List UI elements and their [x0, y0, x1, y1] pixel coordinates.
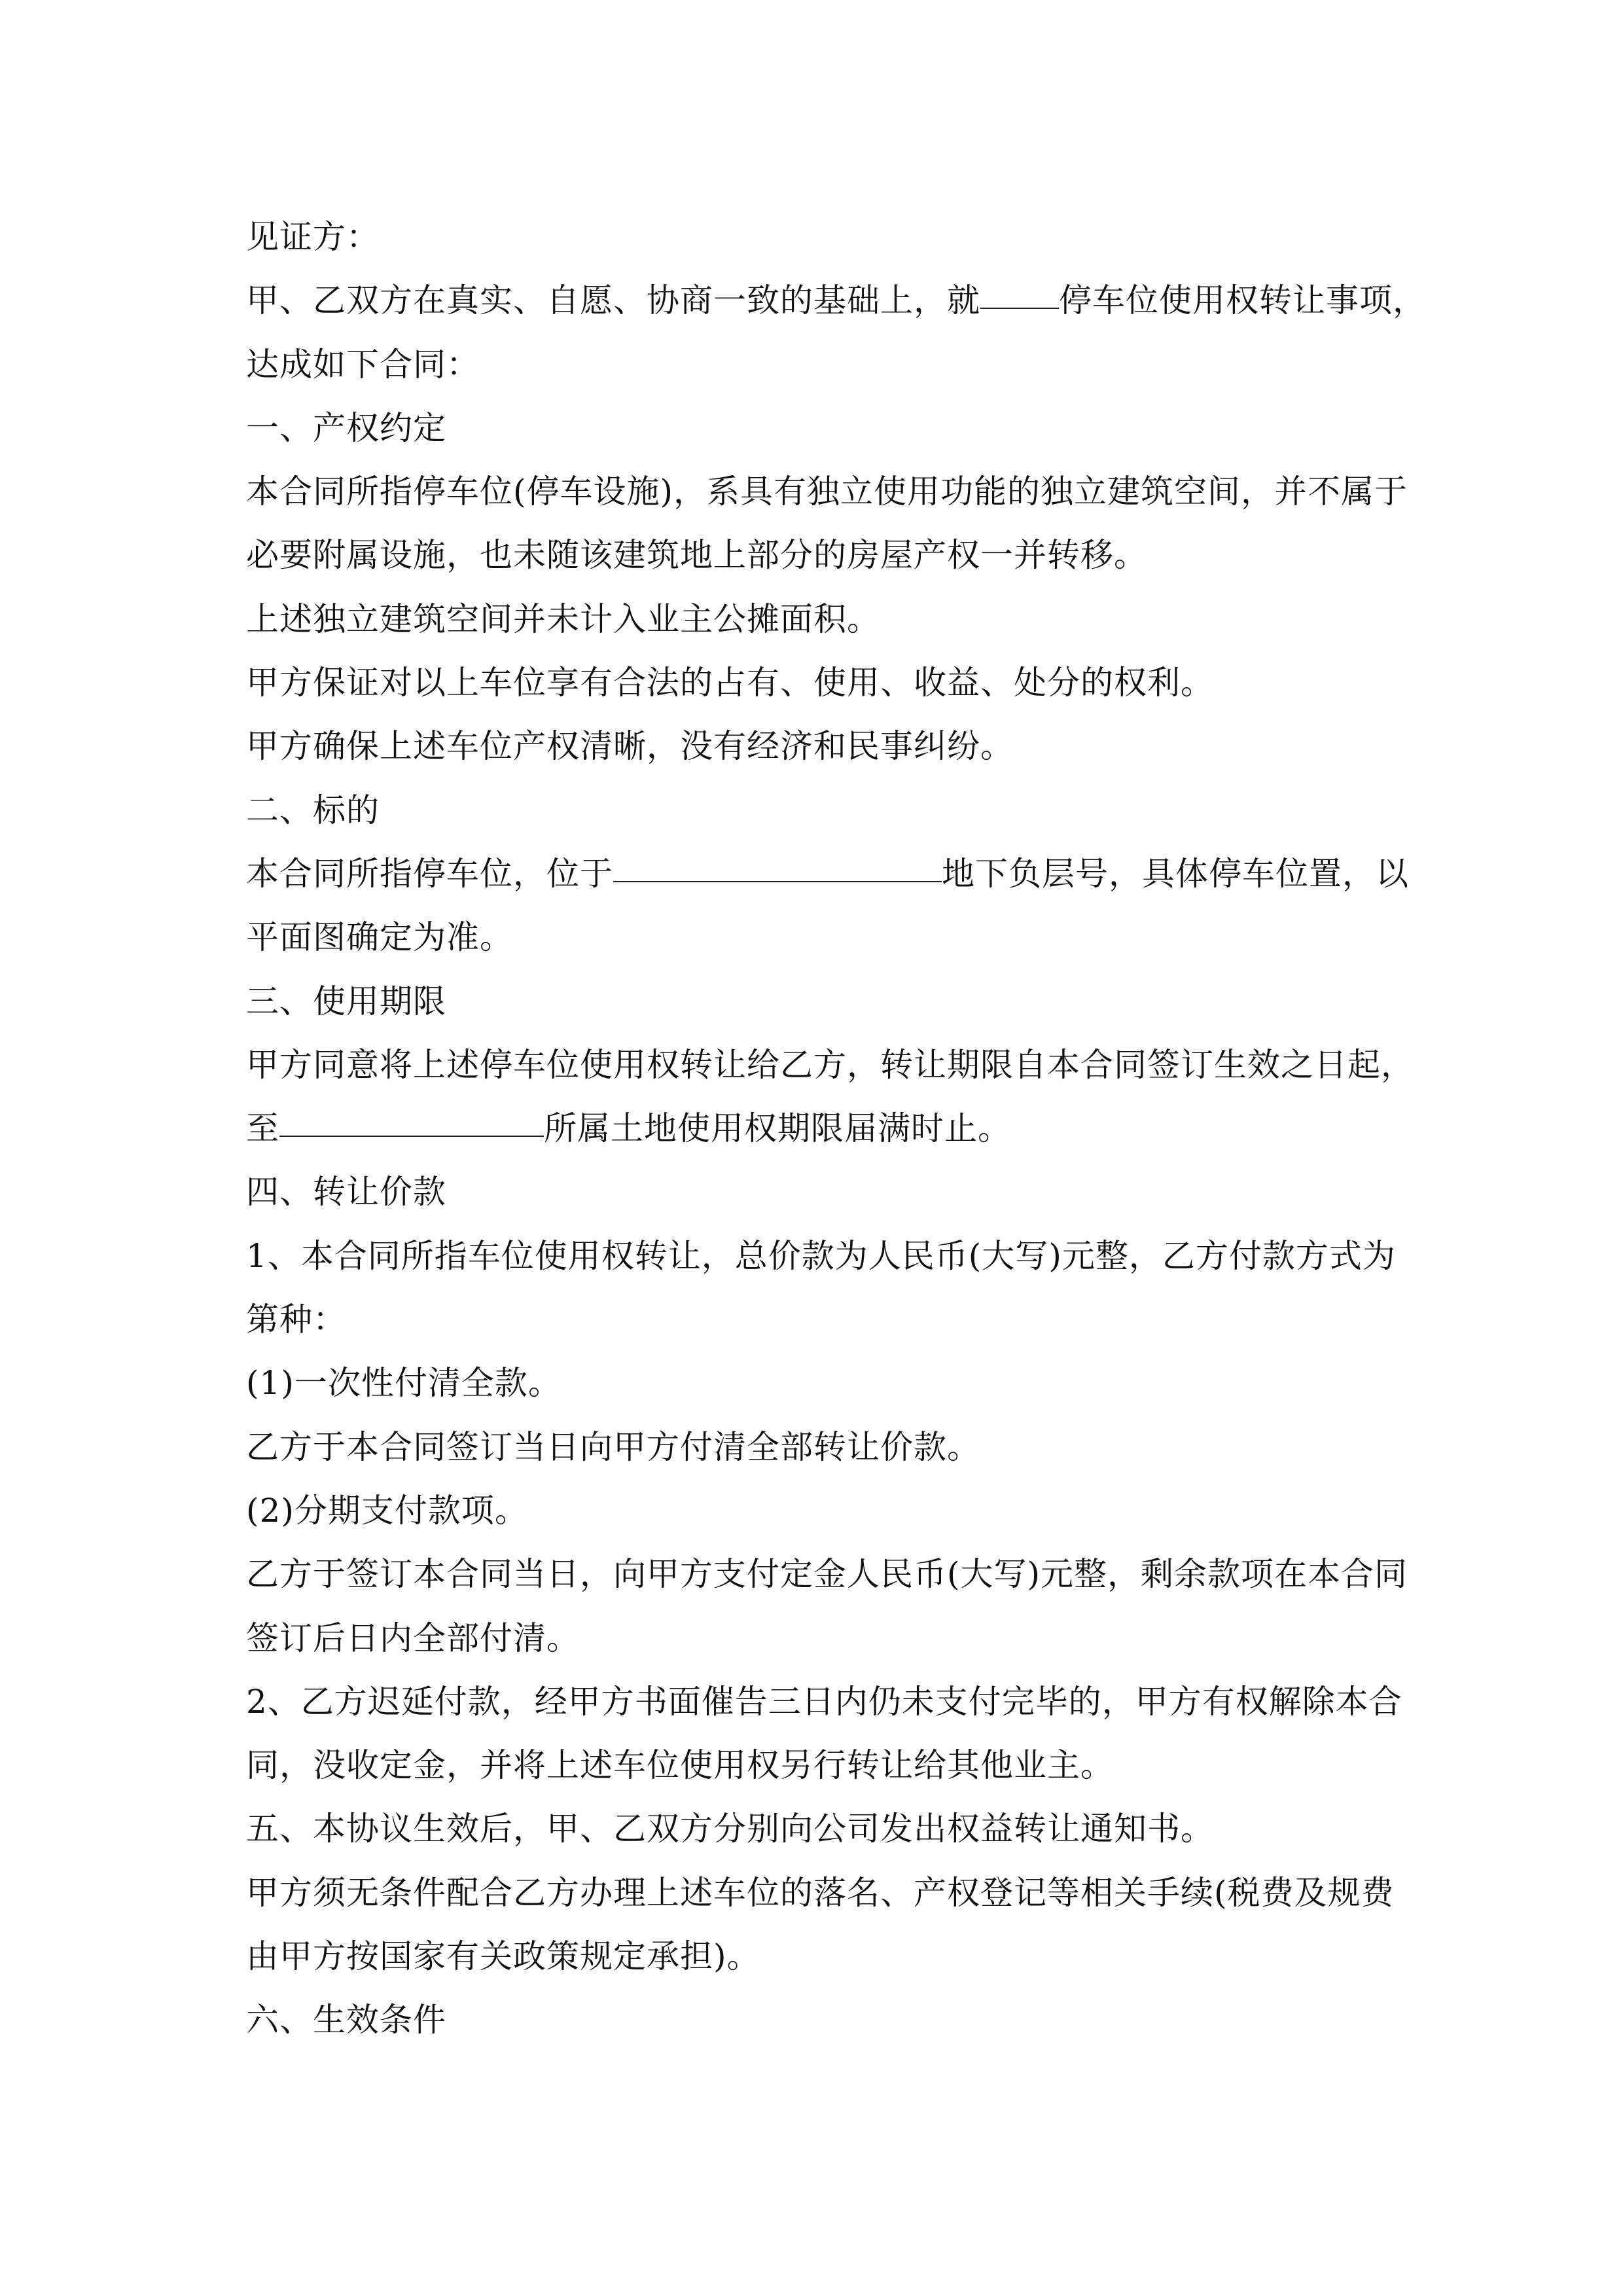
intro-text: 甲、乙双方在真实、自愿、协商一致的基础上，就: [246, 281, 980, 320]
s3-paragraph-line: [246, 1097, 1391, 1160]
s4-paragraph-line: 同，没收定金，并将上述车位使用权另行转让给其他业主。: [246, 1746, 1114, 1785]
s3-paragraph-line: 甲方同意将上述停车位使用权转让给乙方，转让期限自本合同签订生效之日起，: [246, 1045, 1414, 1084]
fill-in-blank: [279, 1103, 544, 1137]
s1-paragraph-line: 本合同所指停车位(停车设施)，系具有独立使用功能的独立建筑空间，并不属于: [246, 473, 1408, 511]
fill-in-blank: [980, 275, 1059, 309]
s4-paragraph-line: 2、乙方迟延付款，经甲方书面催告三日内仍未支付完毕的，甲方有权解除本合: [246, 1682, 1402, 1721]
fill-in-blank: [613, 848, 942, 882]
s3-text: 至: [246, 1109, 279, 1148]
s4-option-desc-line: 签订后日内全部付清。: [246, 1619, 580, 1657]
witness-line: 见证方：: [246, 218, 380, 256]
section-1-title: 一、产权约定: [246, 408, 446, 447]
s2-text: 本合同所指停车位，位于: [246, 854, 613, 893]
s4-option: (2)分期支付款项。: [246, 1491, 528, 1530]
s3-text-cont: 所属土地使用权期限届满时止。: [544, 1109, 1011, 1148]
section-2-title: 二、标的: [246, 791, 380, 829]
intro-paragraph: [246, 269, 1426, 332]
s4-option-desc: 乙方于本合同签订当日向甲方付清全部转让价款。: [246, 1427, 980, 1466]
s4-option-desc-line: 乙方于签订本合同当日，向甲方支付定金人民币(大写)元整，剩余款项在本合同: [246, 1555, 1408, 1594]
s2-paragraph-line: 平面图确定为准。: [246, 918, 513, 957]
section-3-title: 三、使用期限: [246, 982, 446, 1020]
s2-paragraph: [246, 842, 1409, 906]
s5-paragraph-line: 由甲方按国家有关政策规定承担)。: [246, 1937, 760, 1976]
intro-line-2: 达成如下合同：: [246, 345, 480, 384]
s2-text-cont: 地下负层号，具体停车位置，以: [942, 854, 1409, 893]
s1-paragraph: 甲方保证对以上车位享有合法的占有、使用、收益、处分的权利。: [246, 664, 1214, 702]
s4-option: (1)一次性付清全款。: [246, 1364, 562, 1403]
s1-paragraph: 上述独立建筑空间并未计入业主公摊面积。: [246, 600, 880, 638]
s4-paragraph-line: 第种：: [246, 1300, 346, 1339]
s1-paragraph-line: 必要附属设施，也未随该建筑地上部分的房屋产权一并转移。: [246, 536, 1147, 575]
section-4-title: 四、转让价款: [246, 1173, 446, 1211]
s4-paragraph-line: 1、本合同所指车位使用权转让，总价款为人民币(大写)元整，乙方付款方式为: [246, 1236, 1396, 1275]
section-5-title: 五、本协议生效后，甲、乙双方分别向公司发出权益转让通知书。: [246, 1810, 1214, 1848]
s5-paragraph-line: 甲方须无条件配合乙方办理上述车位的落名、产权登记等相关手续(税费及规费: [246, 1873, 1395, 1912]
document-body: [246, 206, 1426, 2053]
intro-text-cont: 停车位使用权转让事项，: [1059, 281, 1426, 320]
s1-paragraph: 甲方确保上述车位产权清晰，没有经济和民事纠纷。: [246, 727, 1014, 766]
section-6-title: 六、生效条件: [246, 2001, 446, 2039]
